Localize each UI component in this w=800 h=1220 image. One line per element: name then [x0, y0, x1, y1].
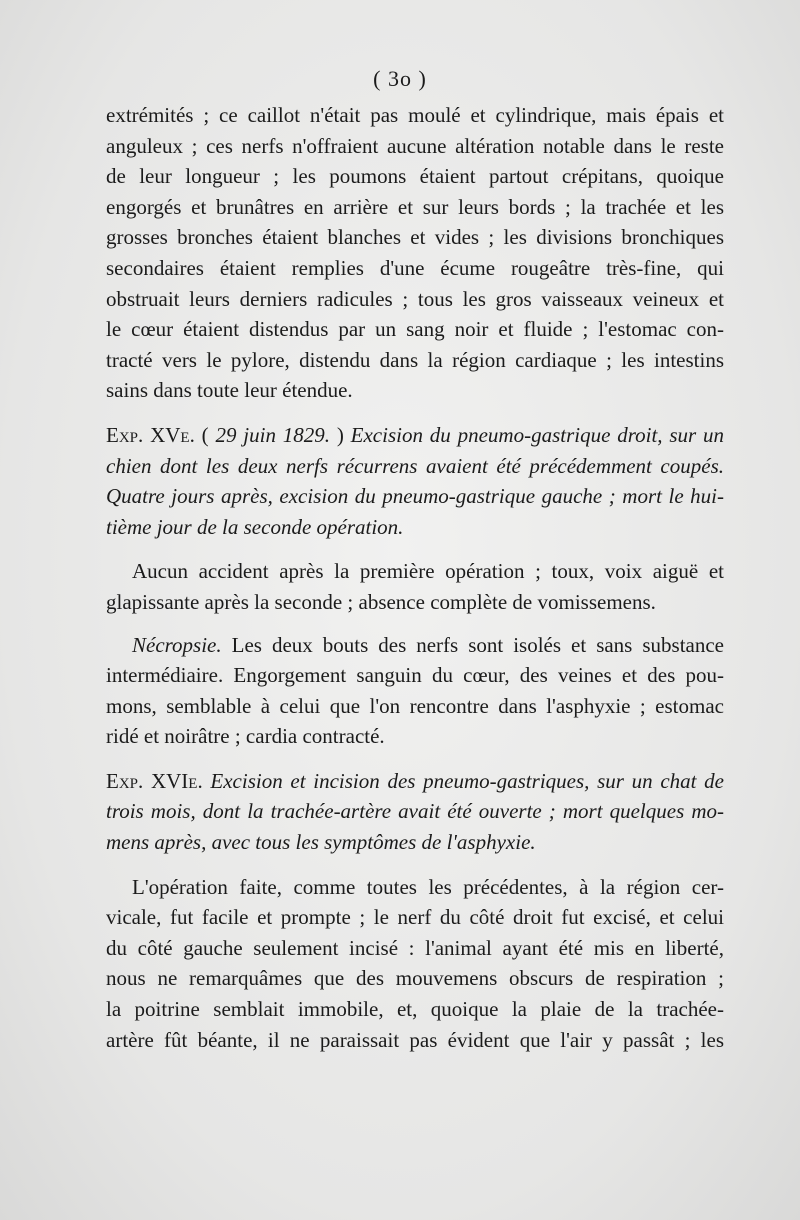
text-line: la poitrine semblait immobile, et, quoique la plaie de la trachée-: [106, 997, 724, 1022]
text-line: trois mois, dont la trachée-artère avait été ouverte ; mort quelques mo-: [106, 799, 724, 824]
paragraph-observation: [106, 556, 724, 617]
text-line: secondaires étaient remplies d'une écume rougeâtre très-fine, qui: [106, 255, 724, 280]
necropsie-text: Les deux bouts des nerfs sont isolés et sans substance: [231, 632, 724, 657]
paragraph-continuation: [106, 100, 724, 406]
text-line: Aucun accident après la première opération ; toux, voix aiguë et: [132, 559, 724, 584]
text-line: le cœur étaient distendus par un sang noir et fluide ; l'estomac con-: [106, 317, 724, 342]
experiment-16-heading: [106, 766, 724, 858]
text-line: artère fût béante, il ne paraissait pas évident que l'air y passât ; les: [106, 1027, 724, 1052]
text-line: L'opération faite, comme toutes les précédentes, à la région cer-: [132, 874, 724, 899]
necropsie-label: Nécropsie.: [132, 632, 222, 657]
text-line: mens après, avec tous les symptômes de l'asphyxie.: [106, 830, 536, 855]
date-bracket-open: (: [201, 422, 216, 447]
experiment-title: Excision du pneumo-gastrique droit, sur un: [350, 422, 725, 447]
text-line: glapissante après la seconde ; absence complète de vomissemens.: [106, 589, 656, 614]
text-line: vicale, fut facile et prompte ; le nerf du côté droit fut excisé, et celui: [106, 905, 724, 930]
paragraph-operation: [106, 872, 724, 1056]
text-line: de leur longueur ; les poumons étaient partout crépitans, quoique: [106, 164, 724, 189]
text-line: mons, semblable à celui que l'on rencontre dans l'asphyxie ; estomac: [106, 693, 724, 718]
text-line: anguleux ; ces nerfs n'offraient aucune altération notable dans le reste: [106, 133, 724, 158]
text-line: tracté vers le pylore, distendu dans la région cardiaque ; les intestins: [106, 347, 724, 372]
text-line: nous ne remarquâmes que des mouvemens obscurs de respiration ;: [106, 966, 724, 991]
date-bracket-close: ): [330, 422, 344, 447]
page-number: ( 3o ): [373, 66, 427, 91]
text-line: du côté gauche seulement incisé : l'animal ayant été mis en liberté,: [106, 935, 724, 960]
page-body: [106, 100, 724, 1055]
text-line: ridé et noirâtre ; cardia contracté.: [106, 724, 385, 749]
text-line: grosses bronches étaient blanches et vides ; les divisions bronchiques: [106, 225, 724, 250]
text-line: tième jour de la seconde opération.: [106, 514, 404, 539]
experiment-date: 29 juin 1829.: [215, 422, 331, 447]
text-line: obstruait leurs derniers radicules ; tous les gros vaisseaux veineux et: [106, 286, 724, 311]
text-line: engorgés et brunâtres en arrière et sur leurs bords ; la trachée et les: [106, 194, 724, 219]
experiment-label: Exp. XVIe.: [106, 768, 203, 793]
text-line: sains dans toute leur étendue.: [106, 378, 353, 403]
experiment-title: Excision et incision des pneumo-gastriques, sur un chat de: [210, 768, 725, 793]
text-line: intermédiaire. Engorgement sanguin du cœur, des veines et des pou-: [106, 663, 724, 688]
text-line: Quatre jours après, excision du pneumo-gastrique gauche ; mort le hui-: [106, 484, 724, 509]
text-line: chien dont les deux nerfs récurrens avaient été précédemment coupés.: [106, 453, 724, 478]
experiment-label: Exp. XVe.: [106, 422, 195, 447]
experiment-15-heading: [106, 420, 724, 542]
text-line: extrémités ; ce caillot n'était pas moulé et cylindrique, mais épais et: [106, 103, 724, 127]
paragraph-necropsie: [106, 630, 724, 752]
